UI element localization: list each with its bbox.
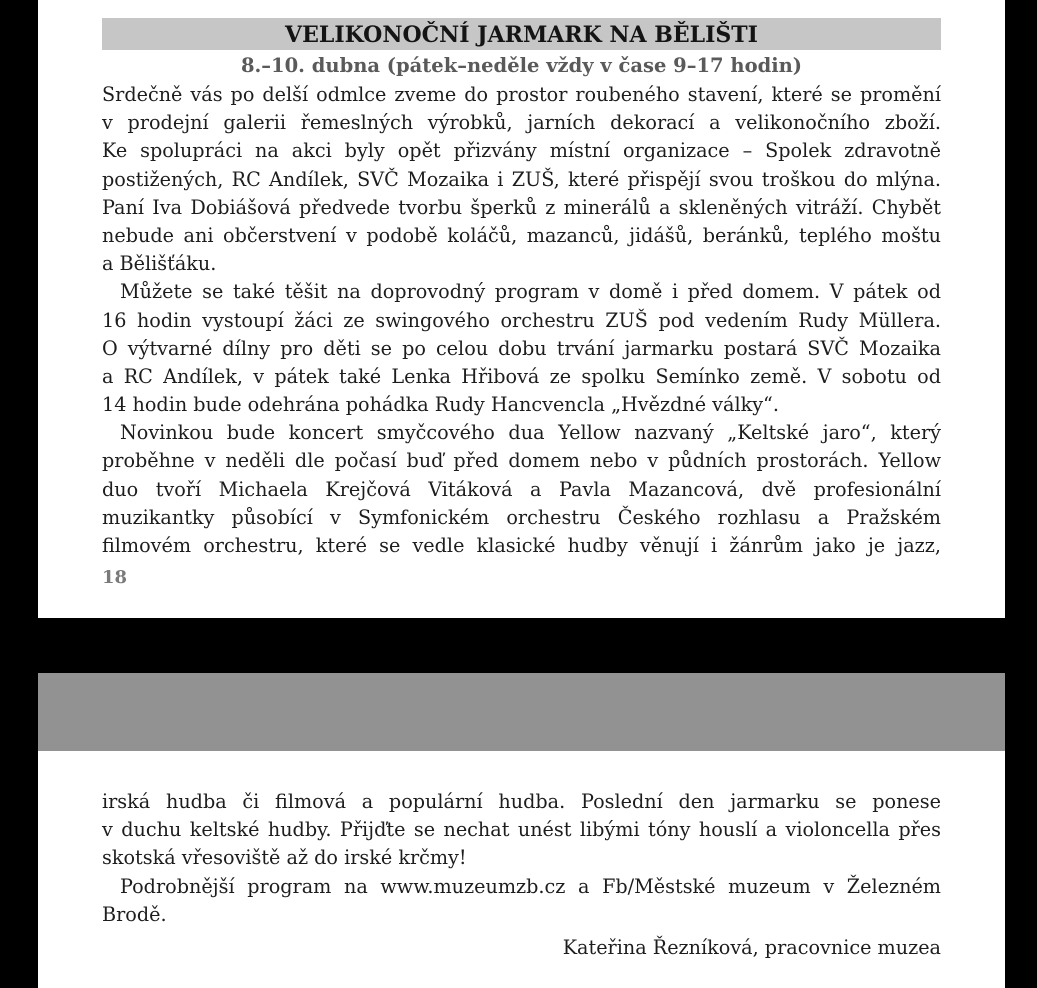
text-line: filmovém orchestru, které se vedle klasické hudby věnují i žánrům jako je jazz, — [102, 534, 941, 557]
text-line: irská hudba či filmová a populární hudba. Poslední den jarmarku se ponese — [102, 790, 941, 813]
page-header-band — [38, 673, 1005, 751]
text-line: v prodejní galerii řemeslných výrobků, jarních dekorací a velikonočního zboží. — [102, 111, 941, 135]
text-line: Paní Iva Dobiášová předvede tvorbu šperků z minerálů a skleněných vitráží. Chybět — [102, 195, 941, 219]
text-line: Můžete se také těšit na doprovodný program v domě i před domem. V pátek od — [120, 280, 941, 304]
text-line: O výtvarné dílny pro děti se po celou dobu trvání jarmarku postará SVČ Mozaika — [102, 336, 941, 360]
text-line: 16 hodin vystoupí žáci ze swingového orchestru ZUŠ pod vedením Rudy Müllera. — [102, 308, 941, 332]
page-number: 18 — [102, 567, 128, 588]
text-line: 14 hodin bude odehrána pohádka Rudy Hancvencla „Hvězdné války“. — [102, 393, 779, 417]
article-subtitle: 8.–10. dubna (pátek–neděle vždy v čase 9–17 hodin) — [240, 54, 803, 77]
text-line: muzikantky působící v Symfonickém orchestru Českého rozhlasu a Pražském — [102, 505, 941, 529]
text-line: postižených, RC Andílek, SVČ Mozaika i ZUŠ, které přispějí svou troškou do mlýna. — [102, 167, 941, 191]
text-line: a Bělišťáku. — [102, 252, 217, 276]
text-line: a RC Andílek, v pátek také Lenka Hřibová ze spolku Semínko země. V sobotu od — [102, 364, 941, 388]
text-line: skotská vřesoviště až do irské krčmy! — [102, 846, 467, 870]
text-line: nebude ani občerstvení v podobě koláčů, mazanců, jidášů, beránků, teplého moštu — [102, 223, 941, 247]
text-line: v duchu keltské hudby. Přijďte se nechat unést libými tóny houslí a violoncella přes — [102, 818, 941, 842]
text-line: duo tvoří Michaela Krejčová Vitáková a Pavla Mazancová, dvě profesionální — [102, 477, 941, 501]
text-line: Ke spolupráci na akci byly opět přizvány místní organizace – Spolek zdravotně — [102, 139, 941, 163]
text-line: Brodě. — [102, 902, 167, 926]
text-line: proběhne v neděli dle počasí buď před domem nebo v půdních prostorách. Yellow — [102, 449, 941, 473]
article-body-top — [102, 81, 941, 560]
article-body-bottom — [102, 788, 941, 962]
text-line: Srdečně vás po delší odmlce zveme do prostor roubeného stavení, které se promění — [102, 83, 941, 106]
page-top — [38, 0, 1005, 618]
text-line: Podrobnější program na www.muzeumzb.cz a Fb/Městské muzeum v Železném — [120, 874, 941, 898]
text-line: Novinkou bude koncert smyčcového dua Yellow nazvaný „Keltské jaro“, který — [120, 421, 941, 445]
article-title: VELIKONOČNÍ JARMARK NA BĚLIŠTI — [102, 18, 941, 50]
page-bottom — [38, 673, 1005, 988]
author-signature: Kateřina Řezníková, pracovnice muzea — [562, 935, 941, 959]
